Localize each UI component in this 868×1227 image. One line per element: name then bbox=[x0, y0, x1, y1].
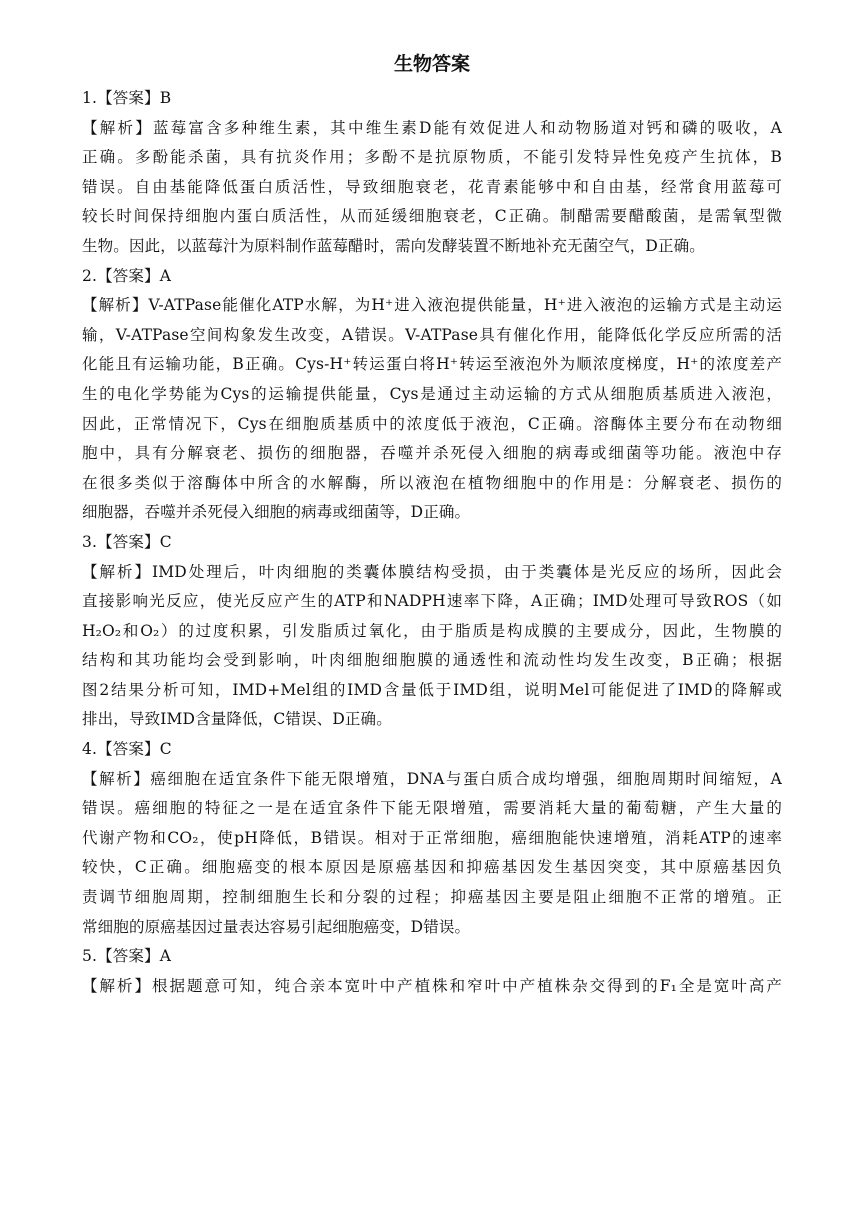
answer-heading: 1.【答案】B bbox=[82, 89, 172, 107]
explanation-line: 细胞器，吞噬并杀死侵入细胞的病毒或细菌等，D正确。 bbox=[82, 503, 471, 522]
answer-heading: 3.【答案】C bbox=[82, 532, 172, 551]
explanation-line: 生物。因此，以蓝莓汁为原料制作蓝莓醋时，需向发酵装置不断地补充无菌空气，D正确。 bbox=[82, 236, 705, 255]
explanation-line: 结构和其功能均会受到影响，叶肉细胞细胞膜的通透性和流动性均发生改变，B正确；根据 bbox=[82, 651, 782, 670]
explanation-line: H₂O₂和O₂）的过度积累，引发脂质过氧化，由于脂质是构成膜的主要成分，因此，生物膜的 bbox=[82, 621, 782, 640]
answer-heading: 4.【答案】C bbox=[82, 740, 172, 759]
explanation-line: 【解析】V-ATPase能催化ATP水解，为H⁺进入液泡提供能量，H⁺进入液泡的运输方式是主动运 bbox=[82, 296, 782, 315]
explanation-line: 因此，正常情况下，Cys在细胞质基质中的浓度低于液泡，C正确。溶酶体主要分布在动物细 bbox=[82, 414, 782, 433]
explanation-line: 【解析】根据题意可知，纯合亲本宽叶中产植株和窄叶中产植株杂交得到的F₁全是宽叶高产 bbox=[82, 976, 782, 995]
explanation-line: 【解析】癌细胞在适宜条件下能无限增殖，DNA与蛋白质合成均增强，细胞周期时间缩短，A bbox=[82, 769, 782, 788]
explanation-line: 排出，导致IMD含量降低，C错误、D正确。 bbox=[82, 710, 392, 729]
explanation-line: 常细胞的原癌基因过量表达容易引起细胞癌变，D错误。 bbox=[82, 917, 471, 936]
explanation-line: 较快，C正确。细胞癌变的根本原因是原癌基因和抑癌基因发生基因突变，其中原癌基因负 bbox=[82, 858, 782, 877]
explanation-line: 胞中，具有分解衰老、损伤的细胞器，吞噬并杀死侵入细胞的病毒或细菌等功能。液泡中存 bbox=[82, 444, 782, 463]
explanation-line: 【解析】蓝莓富含多种维生素，其中维生素D能有效促进人和动物肠道对钙和磷的吸收，A bbox=[82, 118, 782, 137]
explanation-line: 图2结果分析可知，IMD+Mel组的IMD含量低于IMD组，说明Mel可能促进了IMD的降解或 bbox=[82, 680, 782, 699]
explanation-line: 错误。癌细胞的特征之一是在适宜条件下能无限增殖，需要消耗大量的葡萄糖，产生大量的 bbox=[82, 799, 782, 818]
page-title: 生物答案 bbox=[393, 53, 470, 75]
answer-document bbox=[82, 44, 782, 1001]
document-body bbox=[82, 84, 782, 1001]
explanation-line: 【解析】IMD处理后，叶肉细胞的类囊体膜结构受损，由于类囊体是光反应的场所，因此会 bbox=[82, 562, 782, 581]
explanation-line: 直接影响光反应，使光反应产生的ATP和NADPH速率下降，A正确；IMD处理可导致ROS（如 bbox=[82, 592, 782, 611]
explanation-line: 责调节细胞周期，控制细胞生长和分裂的过程；抑癌基因主要是阻止细胞不正常的增殖。正 bbox=[82, 888, 782, 907]
explanation-line: 化能且有运输功能，B正确。Cys-H⁺转运蛋白将H⁺转运至液泡外为顺浓度梯度，H⁺的浓度差产 bbox=[82, 355, 782, 374]
explanation-line: 错误。自由基能降低蛋白质活性，导致细胞衰老，花青素能够中和自由基，经常食用蓝莓可 bbox=[82, 177, 782, 196]
explanation-line: 生的电化学势能为Cys的运输提供能量，Cys是通过主动运输的方式从细胞质基质进入液泡， bbox=[82, 384, 782, 403]
answer-heading: 2.【答案】A bbox=[82, 266, 172, 285]
explanation-line: 正确。多酚能杀菌，具有抗炎作用；多酚不是抗原物质，不能引发特异性免疫产生抗体，B bbox=[82, 148, 782, 167]
explanation-line: 较长时间保持细胞内蛋白质活性，从而延缓细胞衰老，C正确。制醋需要醋酸菌，是需氧型微 bbox=[82, 207, 782, 226]
explanation-line: 输，V-ATPase空间构象发生改变，A错误。V-ATPase具有催化作用，能降低化学反应所需的活 bbox=[82, 325, 782, 344]
explanation-line: 代谢产物和CO₂，使pH降低，B错误。相对于正常细胞，癌细胞能快速增殖，消耗ATP的速率 bbox=[82, 828, 782, 847]
explanation-line: 在很多类似于溶酶体中所含的水解酶，所以液泡在植物细胞中的作用是：分解衰老、损伤的 bbox=[82, 473, 782, 492]
answer-heading: 5.【答案】A bbox=[82, 947, 172, 966]
